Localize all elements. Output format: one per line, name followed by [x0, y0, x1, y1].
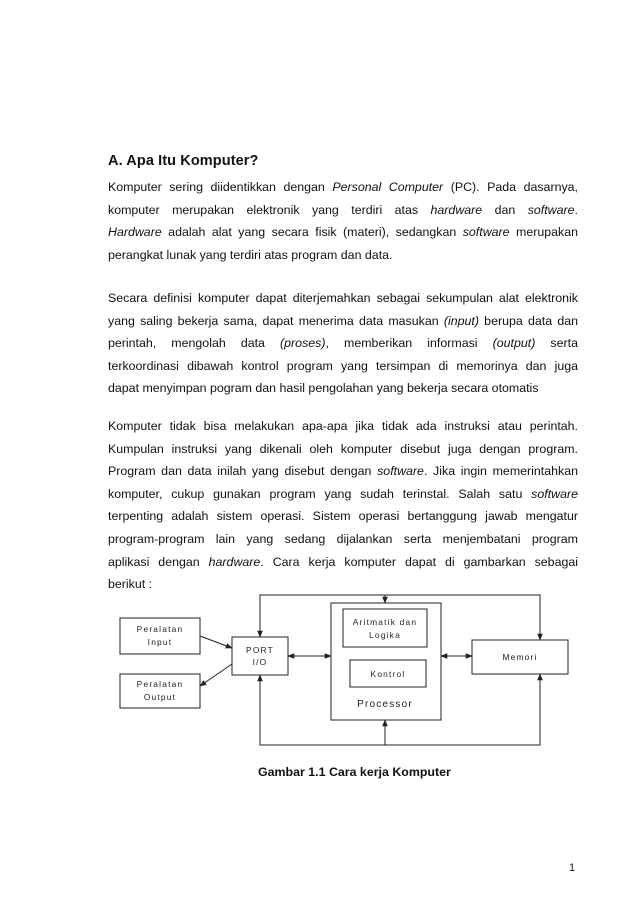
section-heading: A. Apa Itu Komputer?: [108, 153, 259, 169]
peralatan-output-label-2: Output: [143, 692, 177, 702]
figure-caption: Gambar 1.1 Cara kerja Komputer: [258, 765, 451, 779]
text-line: perangkat lunak yang terdiri atas program dan data.: [108, 247, 393, 262]
aritmatik-label-2: Logika: [369, 630, 401, 640]
peralatan-input-label-1: Peralatan: [136, 624, 184, 634]
port-label-1: PORT: [246, 645, 274, 655]
text-line: yang saling bekerja sama, dapat menerima data masukan (input) berupa data dan: [108, 313, 578, 328]
page-number: 1: [569, 862, 576, 874]
peralatan-input-label-2: Input: [147, 637, 173, 647]
text-line: terpenting adalah sistem operasi. Sistem operasi bertanggung jawab mengatur: [108, 509, 578, 524]
text-line: komputer, cukup gunakan program yang sudah terinstal. Salah satu software: [108, 486, 578, 501]
port-io-box: [232, 637, 288, 675]
text-line: Kumpulan instruksi yang dikenali oleh komputer disebut juga dengan program.: [108, 441, 578, 456]
input-to-port-arrow: [200, 636, 232, 648]
text-line: terkoordinasi dibawah kontrol program yang tersimpan di memorinya dan juga: [108, 358, 578, 373]
text-line: aplikasi dengan hardware. Cara kerja komputer dapat di gambarkan sebagai: [108, 554, 578, 569]
port-to-output-arrow: [200, 664, 232, 686]
text-line: dapat menyimpan pogram dan hasil pengolahan yang bekerja secara otomatis: [108, 381, 539, 396]
aritmatik-label-1: Aritmatik dan: [352, 617, 418, 627]
text-line: komputer merupakan elektronik yang terdiri atas hardware dan software.: [108, 202, 578, 217]
text-line: Komputer tidak bisa melakukan apa-apa jika tidak ada instruksi atau perintah.: [108, 419, 578, 433]
port-label-2: I/O: [252, 657, 268, 667]
kontrol-label: Kontrol: [370, 669, 406, 679]
peralatan-output-label-1: Peralatan: [136, 679, 184, 689]
text-line: Program dan data inilah yang disebut dengan software. Jika ingin memerintahkan: [108, 464, 579, 479]
memori-label: Memori: [502, 652, 538, 662]
text-line: program-program lain yang sedang dijalankan serta menjembatani program: [108, 531, 578, 546]
text-line: perintah, mengolah data (proses), memberikan informasi (output) serta: [108, 336, 578, 351]
text-line: Secara definisi komputer dapat diterjemahkan sebagai sekumpulan alat elektronik: [108, 291, 578, 305]
text-line: Hardware adalah alat yang secara fisik (materi), sedangkan software merupakan: [108, 225, 578, 240]
text-line: Komputer sering diidentikkan dengan Personal Computer (PC). Pada dasarnya,: [108, 180, 578, 194]
text-line: berikut :: [108, 577, 153, 592]
processor-label: Processor: [357, 699, 413, 710]
aritmatik-logika-box: [343, 609, 427, 647]
